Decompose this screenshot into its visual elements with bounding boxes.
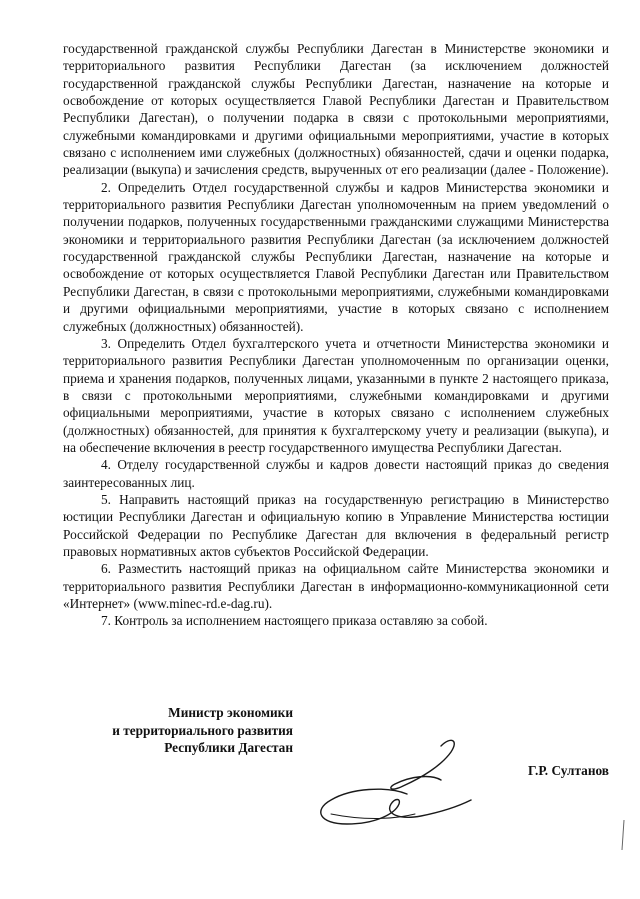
signature-block: [63, 704, 609, 844]
paragraph-item-5: 5. Направить настоящий приказ на государственную регистрацию в Министерство юстиции Республики Дагестан и официальную копию в Управление Министерства юстиции Российской Федерации по Республике Дагестан для включения в федеральный регистр правовых нормативных актов субъектов Российской Федерации.: [63, 491, 609, 559]
paragraph-continuation: государственной гражданской службы Республики Дагестан в Министерстве экономики и территориального развития Республики Дагестан (за исключением должностей государственной гражданской службы Республики Дагестан, назначение на которые и освобождение от которых осуществляется Главой Республики Дагестан и Правительством Республики Дагестан), о получении подарка в связи с протокольными мероприятиями, служебными командировками и другими официальными мероприятиями, участие в которых связано с исполнением ими служебных (должностных) обязанностей, сдачи и оценки подарка, реализации (выкупа) и зачисления средств, вырученных от его реализации (далее - Положение).: [63, 41, 609, 178]
signer-title-line: Министр экономики: [168, 705, 293, 720]
document-body: [63, 40, 609, 630]
signer-title-line: Республики Дагестан: [164, 740, 293, 755]
paragraph-item-7: 7. Контроль за исполнением настоящего приказа оставляю за собой.: [101, 613, 488, 629]
paragraph-item-3: 3. Определить Отдел бухгалтерского учета и отчетности Министерства экономики и территориального развития Республики Дагестан уполномоченным по организации оценки, приема и хранения подарков, полученных лицами, указанными в пункте 2 настоящего приказа, в связи с протокольными мероприятиями, служебными командировками и другими официальными мероприятиями, участие в которых связано с исполнением служебных (должностных) обязанностей, для принятия к бухгалтерскому учету и реализации (выкупа), и на обеспечение включения в реестр государственного имущества Республики Дагестан.: [63, 335, 609, 455]
handwritten-signature: [291, 728, 481, 838]
signer-title: [63, 704, 293, 757]
signer-title-line: и территориального развития: [112, 722, 293, 738]
paragraph-item-4: 4. Отделу государственной службы и кадров довести настоящий приказ до сведения заинтересованных лиц.: [63, 457, 609, 490]
signer-name: Г.Р. Султанов: [528, 763, 609, 778]
paragraph-item-6: 6. Разместить настоящий приказ на официальном сайте Министерства экономики и территориального развития Республики Дагестан в информационно-коммуникационной сети «Интернет» (www.minec-rd.e-dag.ru).: [63, 561, 609, 611]
paragraph-item-2: 2. Определить Отдел государственной службы и кадров Министерства экономики и территориального развития Республики Дагестан уполномоченным на прием уведомлений о получении подарков, полученных государственными гражданскими служащими Министерства экономики и территориального развития Республики Дагестан (за исключением должностей государственной гражданской службы Республики Дагестан, назначение на которые и освобождение от которых осуществляется Главой Республики Дагестан или Правительством Республики Дагестан, в связи с протокольными мероприятиями, служебными командировками и другими официальными мероприятиями, участие в которых связано с исполнением служебных (должностных) обязанностей).: [63, 179, 609, 334]
scan-edge-mark: [618, 820, 628, 850]
